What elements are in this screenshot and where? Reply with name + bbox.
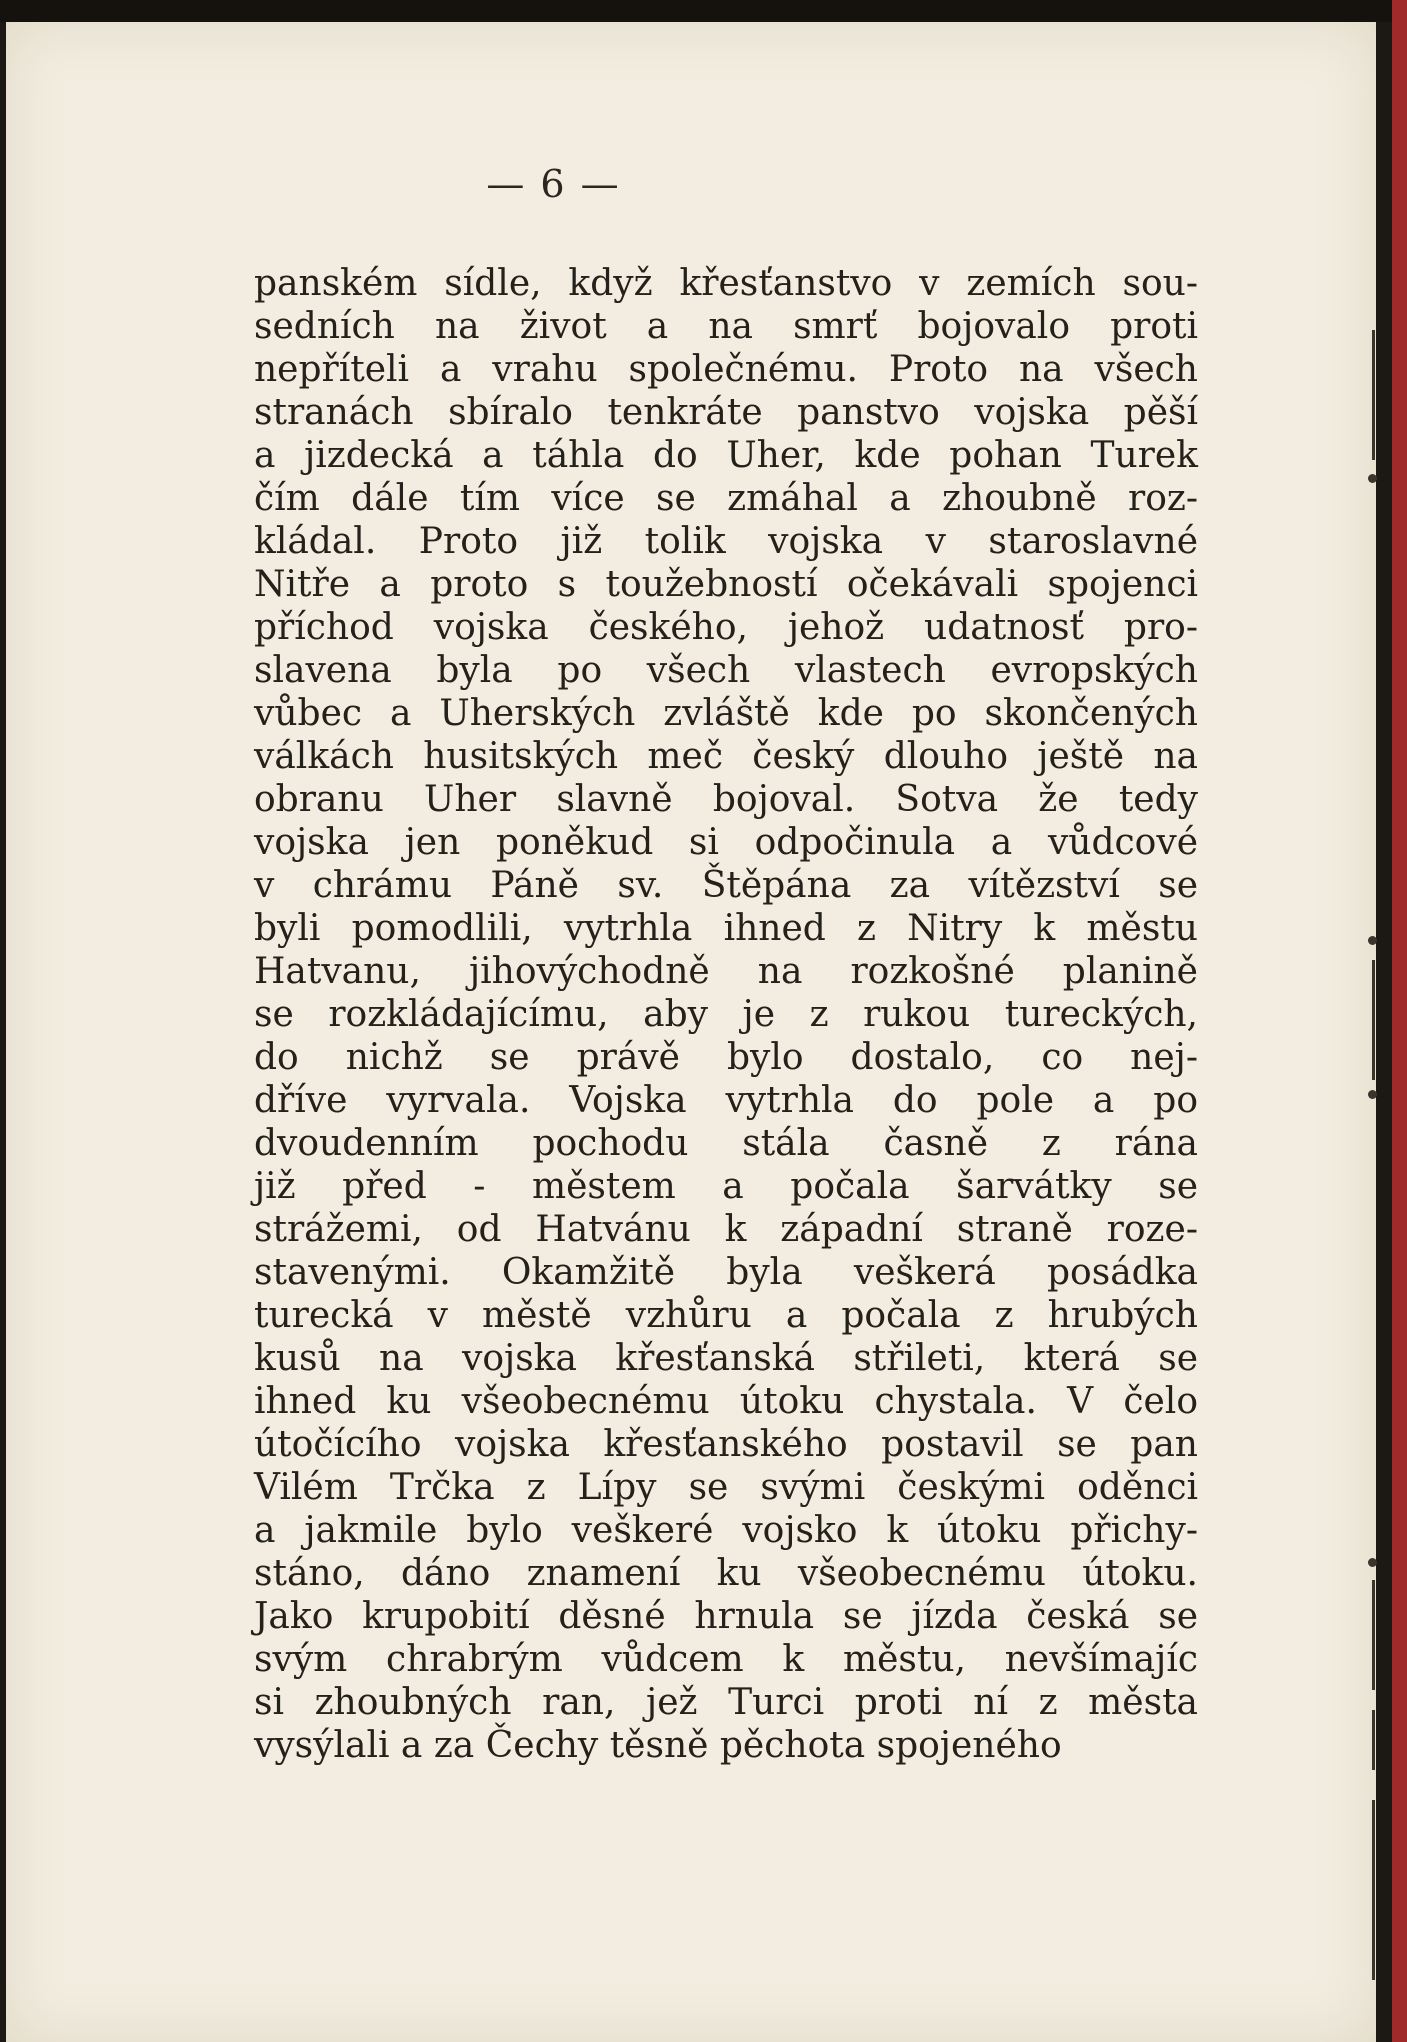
binding-stitch (1368, 936, 1377, 945)
text-line: a jakmile bylo veškeré vojsko k útoku přichy- (254, 1510, 1198, 1551)
text-line: kládal. Proto již tolik vojska v staroslavné (254, 521, 1198, 562)
binding-thread (1372, 1580, 1375, 1690)
text-line: útočícího vojska křesťanského postavil se pan (254, 1424, 1198, 1465)
book-page (6, 22, 1376, 2042)
text-line: kusů na vojska křesťanská střileti, která se (254, 1338, 1198, 1379)
text-line: v chrámu Páně sv. Štěpána za vítězství se (254, 865, 1198, 906)
binding-thread (1372, 1710, 1375, 1770)
text-line: a jizdecká a táhla do Uher, kde pohan Turek (254, 435, 1198, 476)
text-line: válkách husitských meč český dlouho ještě na (254, 736, 1198, 777)
text-line: sedních na život a na smrť bojovalo proti (254, 306, 1198, 347)
binding-thread (1372, 960, 1375, 1080)
binding-stitch (1368, 474, 1377, 483)
text-line: strážemi, od Hatvánu k západní straně roze- (254, 1209, 1198, 1250)
text-line: se rozkládajícímu, aby je z rukou tureckých, (254, 994, 1198, 1035)
text-line: stavenými. Okamžitě byla veškerá posádka (254, 1252, 1198, 1293)
text-line: Hatvanu, jihovýchodně na rozkošné planině (254, 951, 1198, 992)
body-text (254, 262, 1198, 1767)
text-line: čím dále tím více se zmáhal a zhoubně roz- (254, 478, 1198, 519)
text-line: slavena byla po všech vlastech evropských (254, 650, 1198, 691)
text-line: již před - městem a počala šarvátky se (254, 1166, 1198, 1207)
binding-thread (1372, 1800, 1375, 1980)
text-line: ihned ku všeobecnému útoku chystala. V čelo (254, 1381, 1198, 1422)
text-line: stranách sbíralo tenkráte panstvo vojska pěší (254, 392, 1198, 433)
text-line: příchod vojska českého, jehož udatnosť pro- (254, 607, 1198, 648)
text-line: svým chrabrým vůdcem k městu, nevšímajíc (254, 1639, 1198, 1680)
text-line: nepříteli a vrahu společnému. Proto na všech (254, 349, 1198, 390)
binding-stitch (1368, 1558, 1377, 1567)
text-line: turecká v městě vzhůru a počala z hrubých (254, 1295, 1198, 1336)
page-number: — 6 — (486, 162, 621, 206)
text-line: dříve vyrvala. Vojska vytrhla do pole a po (254, 1080, 1198, 1121)
text-line: stáno, dáno znamení ku všeobecnému útoku. (254, 1553, 1198, 1594)
book-cover-edge (1392, 0, 1407, 2042)
scan-top-shadow (0, 0, 1392, 22)
text-line: Jako krupobití děsné hrnula se jízda česká se (254, 1596, 1198, 1637)
binding-stitch (1368, 1090, 1377, 1099)
text-line: Nitře a proto s toužebností očekávali spojenci (254, 564, 1198, 605)
text-line: panském sídle, když křesťanstvo v zemích sou- (254, 263, 1198, 304)
text-line: vysýlali a za Čechy těsně pěchota spojeného (254, 1725, 1062, 1766)
text-line: vojska jen poněkud si odpočinula a vůdcové (254, 822, 1198, 863)
text-line: vůbec a Uherských zvláště kde po skončených (254, 693, 1198, 734)
text-line: byli pomodlili, vytrhla ihned z Nitry k městu (254, 908, 1198, 949)
text-line: Vilém Trčka z Lípy se svými českými oděnci (254, 1467, 1198, 1508)
text-line: si zhoubných ran, jež Turci proti ní z města (254, 1682, 1198, 1723)
text-line: dvoudenním pochodu stála časně z rána (254, 1123, 1198, 1164)
text-line: obranu Uher slavně bojoval. Sotva že tedy (254, 779, 1198, 820)
binding-thread (1372, 330, 1375, 460)
text-line: do nichž se právě bylo dostalo, co nej- (254, 1037, 1198, 1078)
